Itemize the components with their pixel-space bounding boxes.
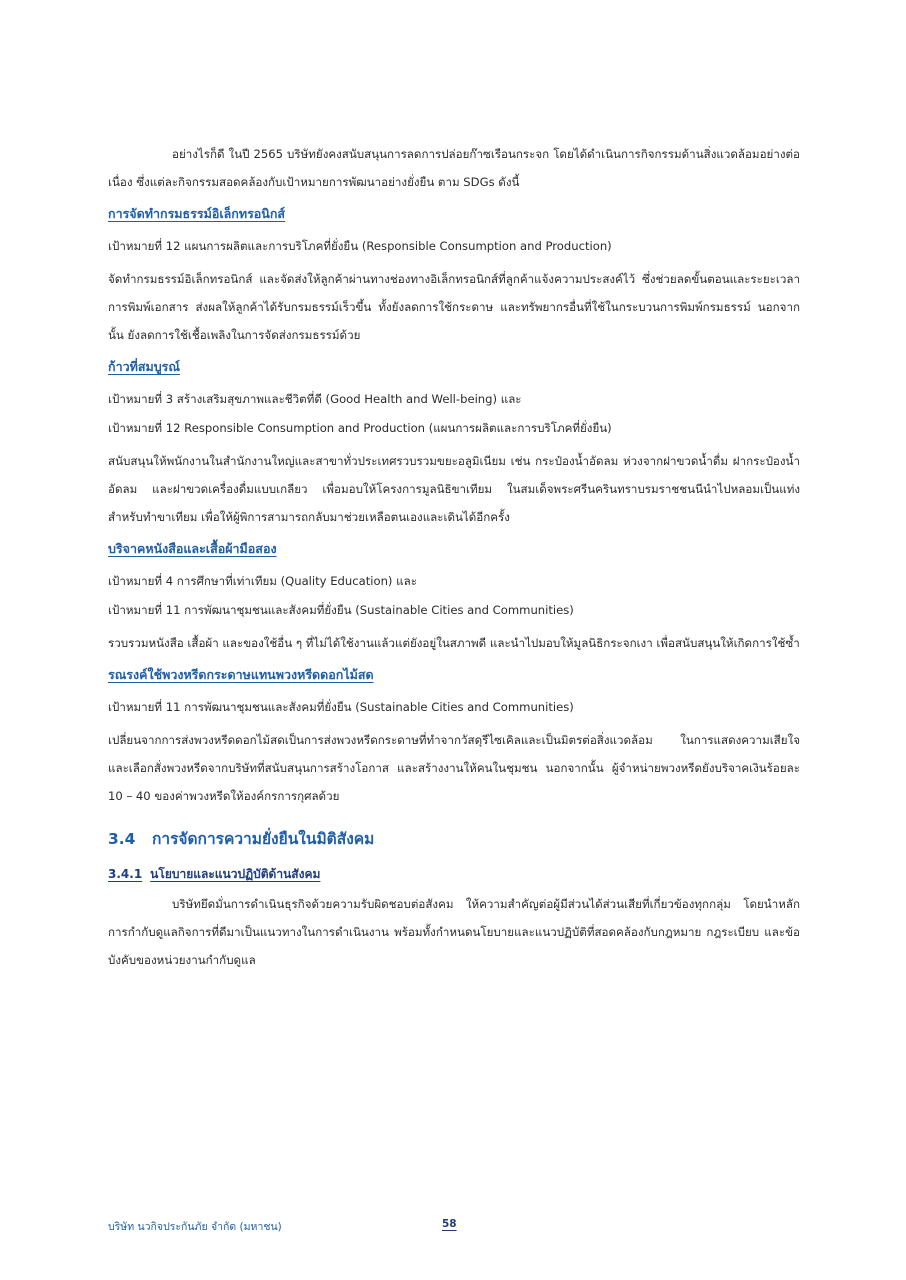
page-number: 58 (442, 1218, 457, 1230)
section-heading-paper-wreath: รณรงค์ใช้พวงหรีดกระดาษแทนพวงหรีดดอกไม้สด (108, 667, 374, 682)
section-heading-complete-step: ก้าวที่สมบูรณ์ (108, 359, 180, 374)
subsection-title-3-4-1 (108, 858, 800, 890)
subsection-number: 3.4.1 (108, 867, 143, 881)
section-title-3-4 (108, 820, 800, 858)
section-title-text: การจัดการความยั่งยืนในมิติสังคม (152, 830, 375, 848)
sdg-goal: เป้าหมายที่ 12 แผนการผลิตและการบริโภคที่ยั่งยืน (Responsible Consumption and Production) (108, 239, 612, 253)
sdg-goal: เป้าหมายที่ 11 การพัฒนาชุมชนและสังคมที่ยั่งยืน (Sustainable Cities and Communities) (108, 603, 574, 617)
section-number: 3.4 (108, 830, 136, 848)
intro-paragraph: อย่างไรก็ดี ในปี 2565 บริษัทยังคงสนับสนุนการลดการปล่อยก๊าซเรือนกระจก โดยได้ดำเนินการกิจกรรมด้านสิ่งแวดล้อมอย่างต่อเนื่อง ซึ่งแต่ละกิจกรรมสอดคล้องกับเป้าหมายการพัฒนาอย่างยั่งยืน ตาม SDGs ดังนี้ (108, 147, 800, 189)
sdg-goal: เป้าหมายที่ 12 Responsible Consumption and Production (แผนการผลิตและการบริโภคที่ยั่งยืน) (108, 421, 612, 435)
section-heading-donate-books: บริจาคหนังสือและเสื้อผ้ามือสอง (108, 541, 277, 556)
section-body-paper-wreath: เปลี่ยนจากการส่งพวงหรีดดอกไม้สดเป็นการส่งพวงหรีดกระดาษที่ทำจากวัสดุรีไซเคิลและเป็นมิตรต่อสิ่งแวดล้อม ในการแสดงความเสียใจ และเลือกสั่งพวงหรีดจากบริษัทที่สนับสนุนการสร้างโอกาส และสร้างงานให้คนในชุมชน นอกจากนั้น ผู้จำหน่ายพวงหรีดยังบริจาคเงินร้อยละ 10 – 40 ของค่าพวงหรีดให้องค์กรการกุศลด้วย (108, 733, 800, 803)
section-body-donate-books: รวบรวมหนังสือ เสื้อผ้า และของใช้อื่น ๆ ที่ไม่ได้ใช้งานแล้วแต่ยังอยู่ในสภาพดี และนำไปมอบให้มูลนิธิกระจกเงา เพื่อสนับสนุนให้เกิดการใช้ซ้ำ (108, 636, 800, 650)
subsection-body-3-4-1: บริษัทยึดมั่นการดำเนินธุรกิจด้วยความรับผิดชอบต่อสังคม ให้ความสำคัญต่อผู้มีส่วนได้ส่วนเสียที่เกี่ยวข้องทุกกลุ่ม โดยนำหลักการกำกับดูแลกิจการที่ดีมาเป็นแนวทางในการดำเนินงาน พร้อมทั้งกำหนดนโยบายและแนวปฏิบัติที่สอดคล้องกับกฎหมาย กฎระเบียบ และข้อบังคับของหน่วยงานกำกับดูแล (108, 897, 800, 967)
sdg-goal: เป้าหมายที่ 11 การพัฒนาชุมชนและสังคมที่ยั่งยืน (Sustainable Cities and Communities) (108, 700, 574, 714)
sdg-goal: เป้าหมายที่ 4 การศึกษาที่เท่าเทียม (Quality Education) และ (108, 574, 417, 588)
subsection-title-text: นโยบายและแนวปฏิบัติด้านสังคม (150, 867, 321, 881)
section-heading-e-policy: การจัดทำกรมธรรม์อิเล็กทรอนิกส์ (108, 206, 286, 221)
section-body-complete-step: สนับสนุนให้พนักงานในสำนักงานใหญ่และสาขาทั่วประเทศรวบรวมขยะอลูมิเนียม เช่น กระป๋องน้ำอัดลม ห่วงจากฝาขวดน้ำดื่ม ฝากระป๋องน้ำอัดลม และฝาขวดเครื่องดื่มแบบเกลียว เพื่อมอบให้โครงการมูลนิธิขาเทียม ในสมเด็จพระศรีนครินทราบรมราชชนนีนำไปหลอมเป็นแท่งสำหรับทำขาเทียม เพื่อให้ผู้พิการสามารถกลับมาช่วยเหลือตนเองและเดินได้อีกครั้ง (108, 454, 800, 524)
section-body-e-policy: จัดทำกรมธรรม์อิเล็กทรอนิกส์ และจัดส่งให้ลูกค้าผ่านทางช่องทางอิเล็กทรอนิกส์ที่ลูกค้าแจ้งความประสงค์ไว้ ซึ่งช่วยลดขั้นตอนและระยะเวลาการพิมพ์เอกสาร ส่งผลให้ลูกค้าได้รับกรมธรรม์เร็วขึ้น ทั้งยังลดการใช้กระดาษ และทรัพยากรอื่นที่ใช้ในกระบวนการพิมพ์กรมธรรม์ นอกจากนั้น ยังลดการใช้เชื้อเพลิงในการจัดส่งกรมธรรม์ด้วย (108, 272, 800, 342)
document-body (108, 140, 800, 974)
footer-company-name: บริษัท นวกิจประกันภัย จำกัด (มหาชน) (108, 1221, 282, 1233)
sdg-goal: เป้าหมายที่ 3 สร้างเสริมสุขภาพและชีวิตที่ดี (Good Health and Well-being) และ (108, 392, 522, 406)
